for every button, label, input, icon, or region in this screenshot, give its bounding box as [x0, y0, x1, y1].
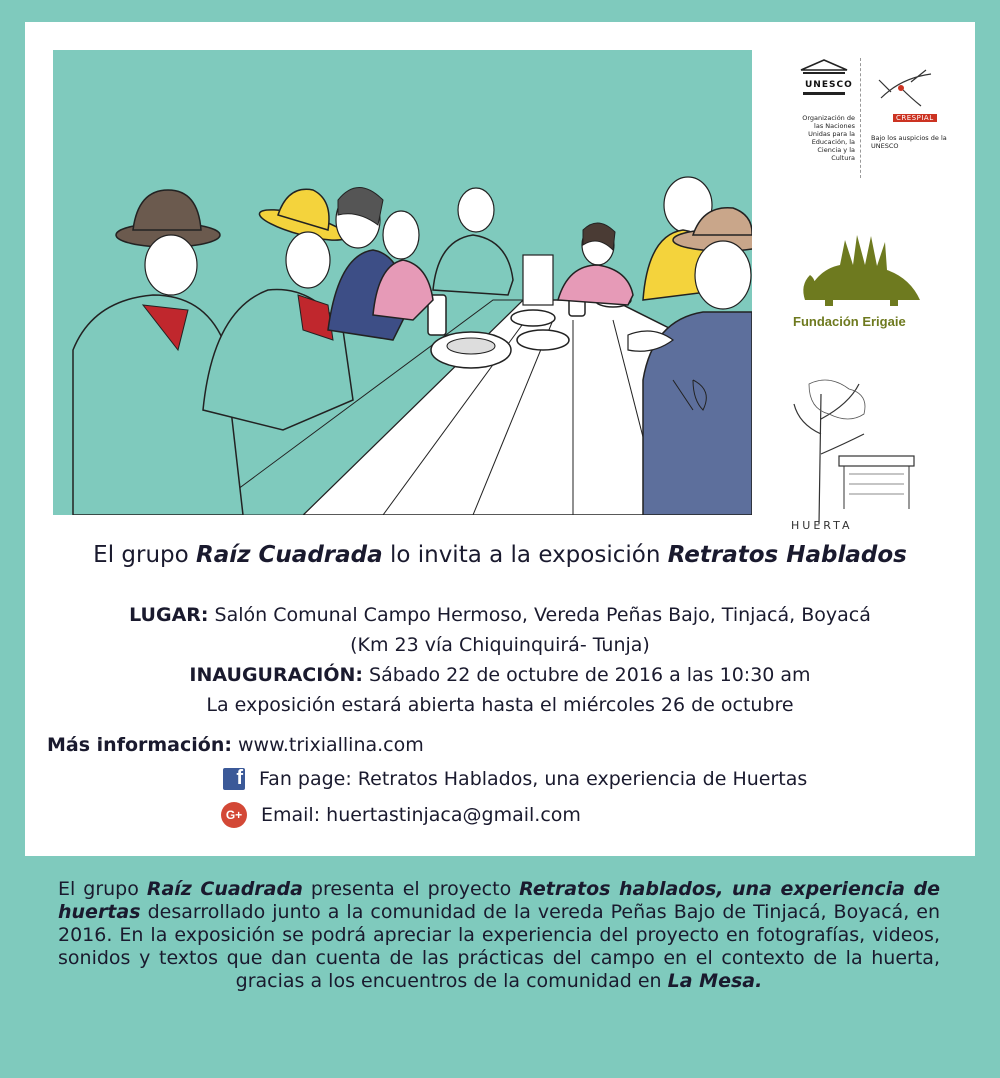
table-illustration	[53, 50, 752, 515]
place-line	[25, 600, 975, 630]
open-until: La exposición estará abierta hasta el miércoles 26 de octubre	[206, 694, 794, 716]
invite-text-1: El grupo	[93, 542, 197, 568]
exhibition-name: Retratos Hablados	[667, 542, 907, 568]
fanpage-row	[223, 768, 807, 790]
huerta-label: HUERTA	[791, 519, 853, 532]
more-info	[47, 734, 424, 756]
desc-group: Raíz Cuadrada	[146, 878, 303, 900]
logo-divider	[860, 58, 861, 178]
fundacion-erigaie-label: Fundación Erigaie	[793, 314, 906, 329]
illustration-drawing	[53, 50, 752, 515]
crespial-wordmark: CRESPIAL	[893, 114, 937, 122]
opening-line	[25, 660, 975, 690]
google-plus-icon[interactable]: G+	[221, 802, 247, 828]
crespial-caption: Bajo los auspicios de la UNESCO	[871, 134, 947, 150]
unesco-temple-icon	[799, 58, 849, 98]
email-link[interactable]: Email: huertastinjaca@gmail.com	[261, 804, 581, 826]
event-details	[25, 600, 975, 720]
unesco-crespial-logo	[793, 58, 953, 188]
desc-text-1: El grupo	[58, 878, 147, 900]
more-info-label: Más información:	[47, 734, 232, 756]
group-name: Raíz Cuadrada	[196, 542, 383, 568]
place-value: Salón Comunal Campo Hermoso, Vereda Peñas Bajo, Tinjacá, Boyacá	[208, 604, 871, 626]
fanpage-link[interactable]: Fan page: Retratos Hablados, una experiencia de Huertas	[259, 768, 808, 790]
invite-headline	[25, 542, 975, 568]
huerta-sketch-icon	[789, 374, 919, 524]
erigaie-armadillo-icon	[795, 230, 925, 310]
invite-text-2: lo invita a la exposición	[382, 542, 668, 568]
facebook-icon[interactable]: f	[223, 768, 245, 790]
place-note: (Km 23 vía Chiquinquirá- Tunja)	[350, 634, 650, 656]
invitation-card	[25, 22, 975, 856]
sponsor-logos	[785, 52, 955, 532]
crespial-bird-icon	[871, 68, 941, 112]
desc-text-3: desarrollado junto a la comunidad de la vereda Peñas Bajo de Tinjacá, Boyacá, en 2016. En la exposición se podrá apreciar la experiencia del proyecto en fotografías, videos, sonidos y textos que dan cuenta de las prácticas del campo en el contexto de la huerta, gracias a los encuentros de la comunidad en	[58, 901, 940, 992]
opening-value: Sábado 22 de octubre de 2016 a las 10:30 am	[362, 664, 811, 686]
opening-label: INAUGURACIÓN:	[189, 664, 363, 686]
unesco-wordmark: UNESCO	[805, 80, 853, 90]
project-description	[58, 878, 940, 993]
desc-project: Retratos hablados, una experiencia de huertas	[58, 878, 940, 923]
desc-text-2: presenta el proyecto	[302, 878, 520, 900]
website-link[interactable]: www.trixiallina.com	[231, 734, 424, 756]
unesco-caption: Organización de las Naciones Unidas para la Educación, la Ciencia y la Cultura	[802, 114, 855, 162]
desc-place: La Mesa.	[667, 970, 763, 992]
place-label: LUGAR:	[129, 604, 209, 626]
email-row	[221, 802, 581, 828]
